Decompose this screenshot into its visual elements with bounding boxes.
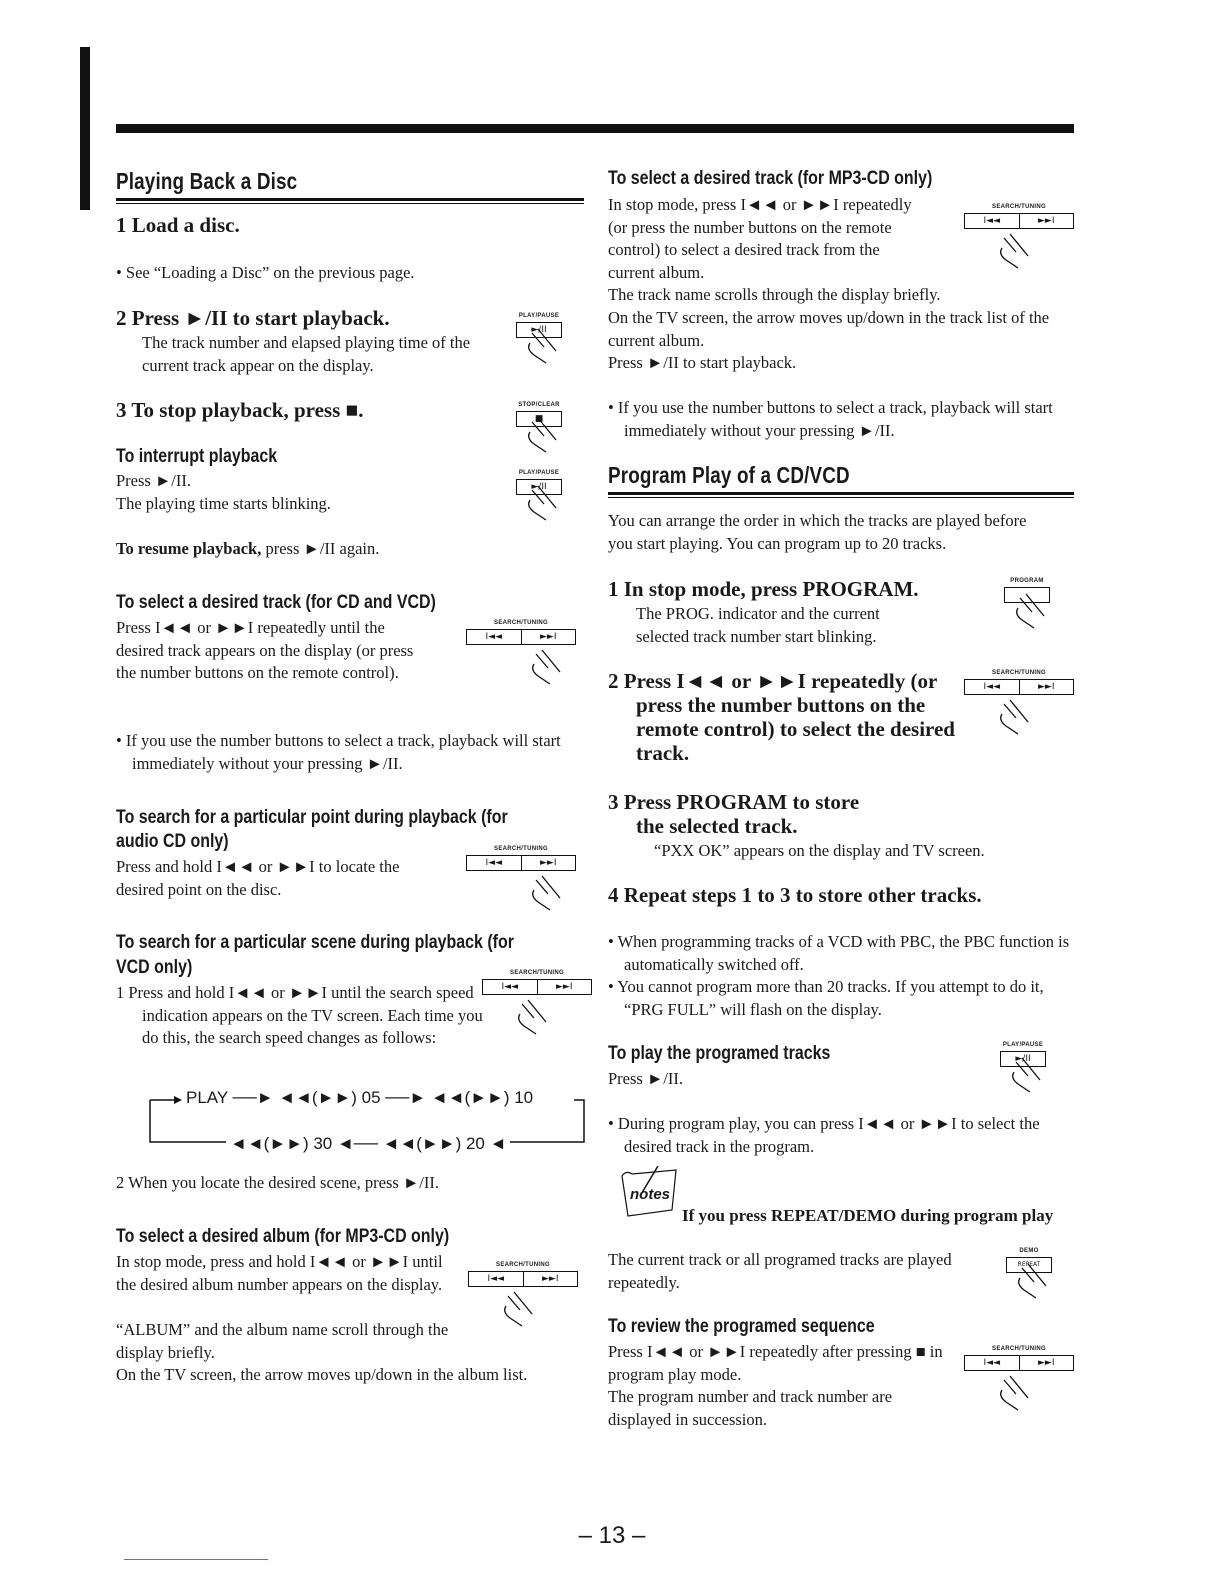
program-step-3-text: “PXX OK” appears on the display and TV screen. [654,841,985,860]
button-label: SEARCH/TUNING [992,204,1046,210]
button-label: PROGRAM [1010,578,1044,584]
select-cd-text: Press I◄◄ or ►►I repeatedly until the desired track appears on the display (or press the number buttons on the remote control). [116,618,414,682]
button-label: STOP/CLEAR [518,402,560,408]
album-text-2: “ALBUM” and the album name scroll through the display briefly. [116,1320,449,1362]
album-text: In stop mode, press and hold I◄◄ or ►►I until the desired album number appears on the display. [116,1252,443,1294]
button-label: SEARCH/TUNING [496,1262,550,1268]
resume-line [116,538,379,561]
interrupt-line-2: The playing time starts blinking. [116,494,331,513]
next-key: ►►I [522,855,577,871]
button-label: SEARCH/TUNING [494,620,548,626]
section-title-playing: Playing Back a Disc [116,168,298,194]
button-label: DEMO [1019,1248,1039,1254]
speed-sequence-bottom: ◄◄(►►) 30 ◄── ◄◄(►►) 20 ◄ [226,1134,510,1154]
prev-key: I◄◄ [964,679,1020,695]
prev-key: I◄◄ [482,979,538,995]
hand-pointer-icon [482,970,592,1042]
mp3-track-text-2: The track name scrolls through the display briefly. [608,285,941,304]
program-bullet-1: • When programming tracks of a VCD with PBC, the PBC function is automatically switched off. [608,932,1070,974]
stop-button-illustration [516,402,562,474]
select-cd-bullet: • If you use the number buttons to select a track, playback will start immediately without your pressing ►/II. [116,731,561,773]
next-key: ►►I [522,629,577,645]
play-programed-bullet: • During program play, you can press I◄◄ or ►►I to select the desired track in the program. [608,1114,1040,1156]
interrupt-title: To interrupt playback [116,446,278,467]
review-text: Press I◄◄ or ►►I repeatedly after pressing ■ in program play mode. [608,1342,943,1384]
button-label: PLAY/PAUSE [518,470,560,476]
title-rule-thin [116,203,584,204]
step-3: 3 To stop playback, press ■. [116,398,364,422]
program-step-1: 1 In stop mode, press PROGRAM. [608,577,919,601]
program-step-3b: the selected track. [636,814,798,838]
search-tuning-button-illustration [964,204,1074,276]
search-scene-title-2: VCD only) [116,957,193,978]
next-key: ►►I [1020,679,1075,695]
repeat-demo-title: If you press REPEAT/DEMO during program play [682,1206,1054,1225]
search-tuning-button-illustration [482,970,592,1042]
repeat-key: REPEAT [1006,1257,1052,1273]
search-point-text: Press and hold I◄◄ or ►►I to locate the desired point on the disc. [116,857,400,899]
notes-icon [618,1166,682,1222]
header-rule [116,124,1074,133]
program-intro: You can arrange the order in which the tracks are played before you start playing. You can program up to 20 tracks. [608,511,1027,553]
play-key: ►/II [1000,1051,1046,1067]
album-title: To select a desired album (for MP3-CD only) [116,1226,450,1247]
section-title-program: Program Play of a CD/VCD [608,462,850,488]
play-key: ►/II [516,322,562,338]
button-label: PLAY/PAUSE [1002,1042,1044,1048]
button-label: SEARCH/TUNING [992,670,1046,676]
button-label: PLAY/PAUSE [518,313,560,319]
stop-key: ■ [516,411,562,427]
prev-key: I◄◄ [466,629,522,645]
hand-pointer-icon [1006,1248,1066,1308]
notes-label: notes [630,1186,671,1203]
search-point-title-1: To search for a particular point during playback (for [116,807,508,828]
program-button-illustration [1004,578,1050,650]
repeat-demo-button-illustration [1006,1248,1052,1320]
mp3-track-text-4: Press ►/II to start playback. [608,353,797,372]
next-key: ►►I [538,979,593,995]
mp3-track-title: To select a desired track (for MP3-CD only) [608,168,933,189]
page-number: – 13 – [578,1522,646,1549]
hand-pointer-icon [516,313,576,373]
hand-pointer-icon [516,402,576,462]
prev-key: I◄◄ [466,855,522,871]
title-rule-thin [608,497,1074,498]
step-1-bullet: • See “Loading a Disc” on the previous page. [116,263,415,282]
interrupt-line-1: Press ►/II. [116,471,191,490]
hand-pointer-icon [468,1262,578,1334]
select-cd-title: To select a desired track (for CD and VCD) [116,592,436,613]
search-tuning-button-illustration [468,1262,578,1334]
search-tuning-button-illustration [466,620,576,692]
hand-pointer-icon [964,670,1074,742]
step-2: 2 Press ►/II to start playback. [116,306,390,330]
play-programed-text: Press ►/II. [608,1069,683,1088]
search-tuning-button-illustration [964,1346,1074,1418]
program-step-4: 4 Repeat steps 1 to 3 to store other tracks. [608,883,982,907]
program-step-1-text: The PROG. indicator and the current selected track number start blinking. [636,604,880,646]
footer-link-line [124,1559,268,1560]
title-rule [116,198,584,201]
next-key: ►►I [1020,213,1075,229]
hand-pointer-icon [466,620,576,692]
resume-bold: To resume playback, [116,539,262,558]
program-bullet-2: • You cannot program more than 20 tracks. If you attempt to do it, “PRG FULL” will flash on the display. [608,977,1044,1019]
step-1: 1 Load a disc. [116,213,240,237]
title-rule [608,492,1074,495]
repeat-demo-text: The current track or all programed tracks are played repeatedly. [608,1250,952,1292]
prev-key: I◄◄ [964,1355,1020,1371]
mp3-track-text-3: On the TV screen, the arrow moves up/down in the track list of the current album. [608,308,1050,350]
prev-key: I◄◄ [468,1271,524,1287]
program-step-2: 2 Press I◄◄ or ►►I repeatedly (or press the number buttons on the remote control) to select the desired track. [608,669,955,765]
review-text-2: The program number and track number are displayed in succession. [608,1387,893,1429]
album-text-3: On the TV screen, the arrow moves up/down in the album list. [116,1365,528,1384]
search-tuning-button-illustration [964,670,1074,742]
mp3-track-text: In stop mode, press I◄◄ or ►►I repeatedly (or press the number buttons on the remote control) to select a desired track from the current album. [608,195,912,282]
hand-pointer-icon [964,1346,1074,1418]
button-label: SEARCH/TUNING [992,1346,1046,1352]
margin-bar [80,47,90,210]
play-pause-button-illustration [516,313,562,385]
resume-rest: press ►/II again. [261,539,380,558]
search-point-title-2: audio CD only) [116,831,229,852]
hand-pointer-icon [1000,1042,1060,1102]
play-pause-button-illustration [516,470,562,542]
prev-key: I◄◄ [964,213,1020,229]
search-scene-step-2: 2 When you locate the desired scene, press ►/II. [116,1173,439,1192]
mp3-bullet: • If you use the number buttons to select a track, playback will start immediately without your pressing ►/II. [608,398,1053,440]
play-key: ►/II [516,479,562,495]
search-scene-title-1: To search for a particular scene during playback (for [116,932,514,953]
step-2-text: The track number and elapsed playing time of the current track appear on the display. [142,333,471,375]
play-programed-title: To play the programed tracks [608,1043,831,1064]
program-step-3a: 3 Press PROGRAM to store [608,790,860,814]
play-pause-button-illustration [1000,1042,1046,1114]
next-key: ►►I [524,1271,579,1287]
hand-pointer-icon [466,846,576,918]
search-scene-step-1: 1 Press and hold I◄◄ or ►►I until the search speed indication appears on the TV screen. Each time you do this, the search speed changes as follows: [116,983,483,1047]
speed-sequence-top: PLAY ──► ◄◄(►►) 05 ──► ◄◄(►►) 10 [186,1088,534,1107]
hand-pointer-icon [964,204,1074,276]
review-title: To review the programed sequence [608,1316,875,1337]
button-label: SEARCH/TUNING [494,846,548,852]
hand-pointer-icon [1004,578,1064,638]
hand-pointer-icon [516,470,576,530]
next-key: ►►I [1020,1355,1075,1371]
search-tuning-button-illustration [466,846,576,918]
button-label: SEARCH/TUNING [510,970,564,976]
